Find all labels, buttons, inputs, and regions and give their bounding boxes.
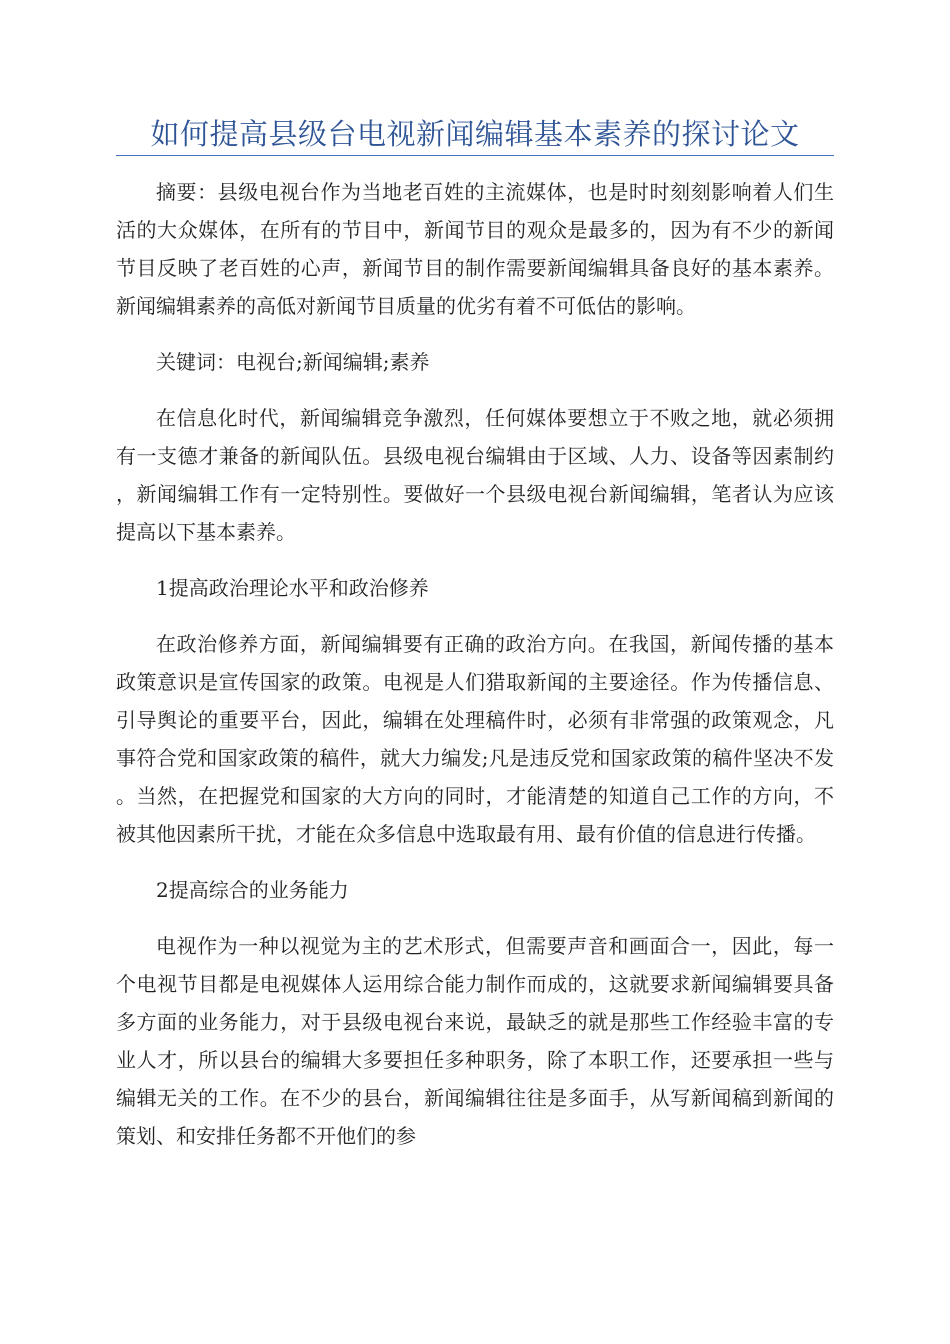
document-title: 如何提高县级台电视新闻编辑基本素养的探讨论文 — [150, 117, 800, 151]
document-body — [116, 173, 834, 1173]
title-underline — [116, 155, 834, 156]
section-1-paragraph: 在政治修养方面，新闻编辑要有正确的政治方向。在我国，新闻传播的基本政策意识是宣传国家的政策。电视是人们猎取新闻的主要途径。作为传播信息、引导舆论的重要平台，因此，编辑在处理稿件时，必须有非常强的政策观念，凡事符合党和国家政策的稿件，就大力编发;凡是违反党和国家政策的稿件坚决不发。当然，在把握党和国家的大方向的同时，才能清楚的知道自己工作的方向，不被其他因素所干扰，才能在众多信息中选取最有用、最有价值的信息进行传播。 — [116, 632, 834, 846]
abstract-paragraph: 摘要：县级电视台作为当地老百姓的主流媒体，也是时时刻刻影响着人们生活的大众媒体，在所有的节目中，新闻节目的观众是最多的，因为有不少的新闻节目反映了老百姓的心声，新闻节目的制作需要新闻编辑具备良好的基本素养。新闻编辑素养的高低对新闻节目质量的优劣有着不可低估的影响。 — [116, 180, 834, 318]
section-2-paragraph: 电视作为一种以视觉为主的艺术形式，但需要声音和画面合一，因此，每一个电视节目都是电视媒体人运用综合能力制作而成的，这就要求新闻编辑要具备多方面的业务能力，对于县级电视台来说，最缺乏的就是那些工作经验丰富的专业人才，所以县台的编辑大多要担任多种职务，除了本职工作，还要承担一些与编辑无关的工作。在不少的县台，新闻编辑往往是多面手，从写新闻稿到新闻的策划、和安排任务都不开他们的参 — [116, 934, 834, 1148]
section-heading-1: 1提高政治理论水平和政治修养 — [156, 576, 429, 600]
keywords-paragraph: 关键词：电视台;新闻编辑;素养 — [156, 350, 430, 374]
section-heading-2: 2提高综合的业务能力 — [156, 878, 349, 902]
intro-paragraph: 在信息化时代，新闻编辑竞争激烈，任何媒体要想立于不败之地，就必须拥有一支德才兼备的新闻队伍。县级电视台编辑由于区域、人力、设备等因素制约，新闻编辑工作有一定特别性。要做好一个县级电视台新闻编辑，笔者认为应该提高以下基本素养。 — [116, 406, 834, 544]
